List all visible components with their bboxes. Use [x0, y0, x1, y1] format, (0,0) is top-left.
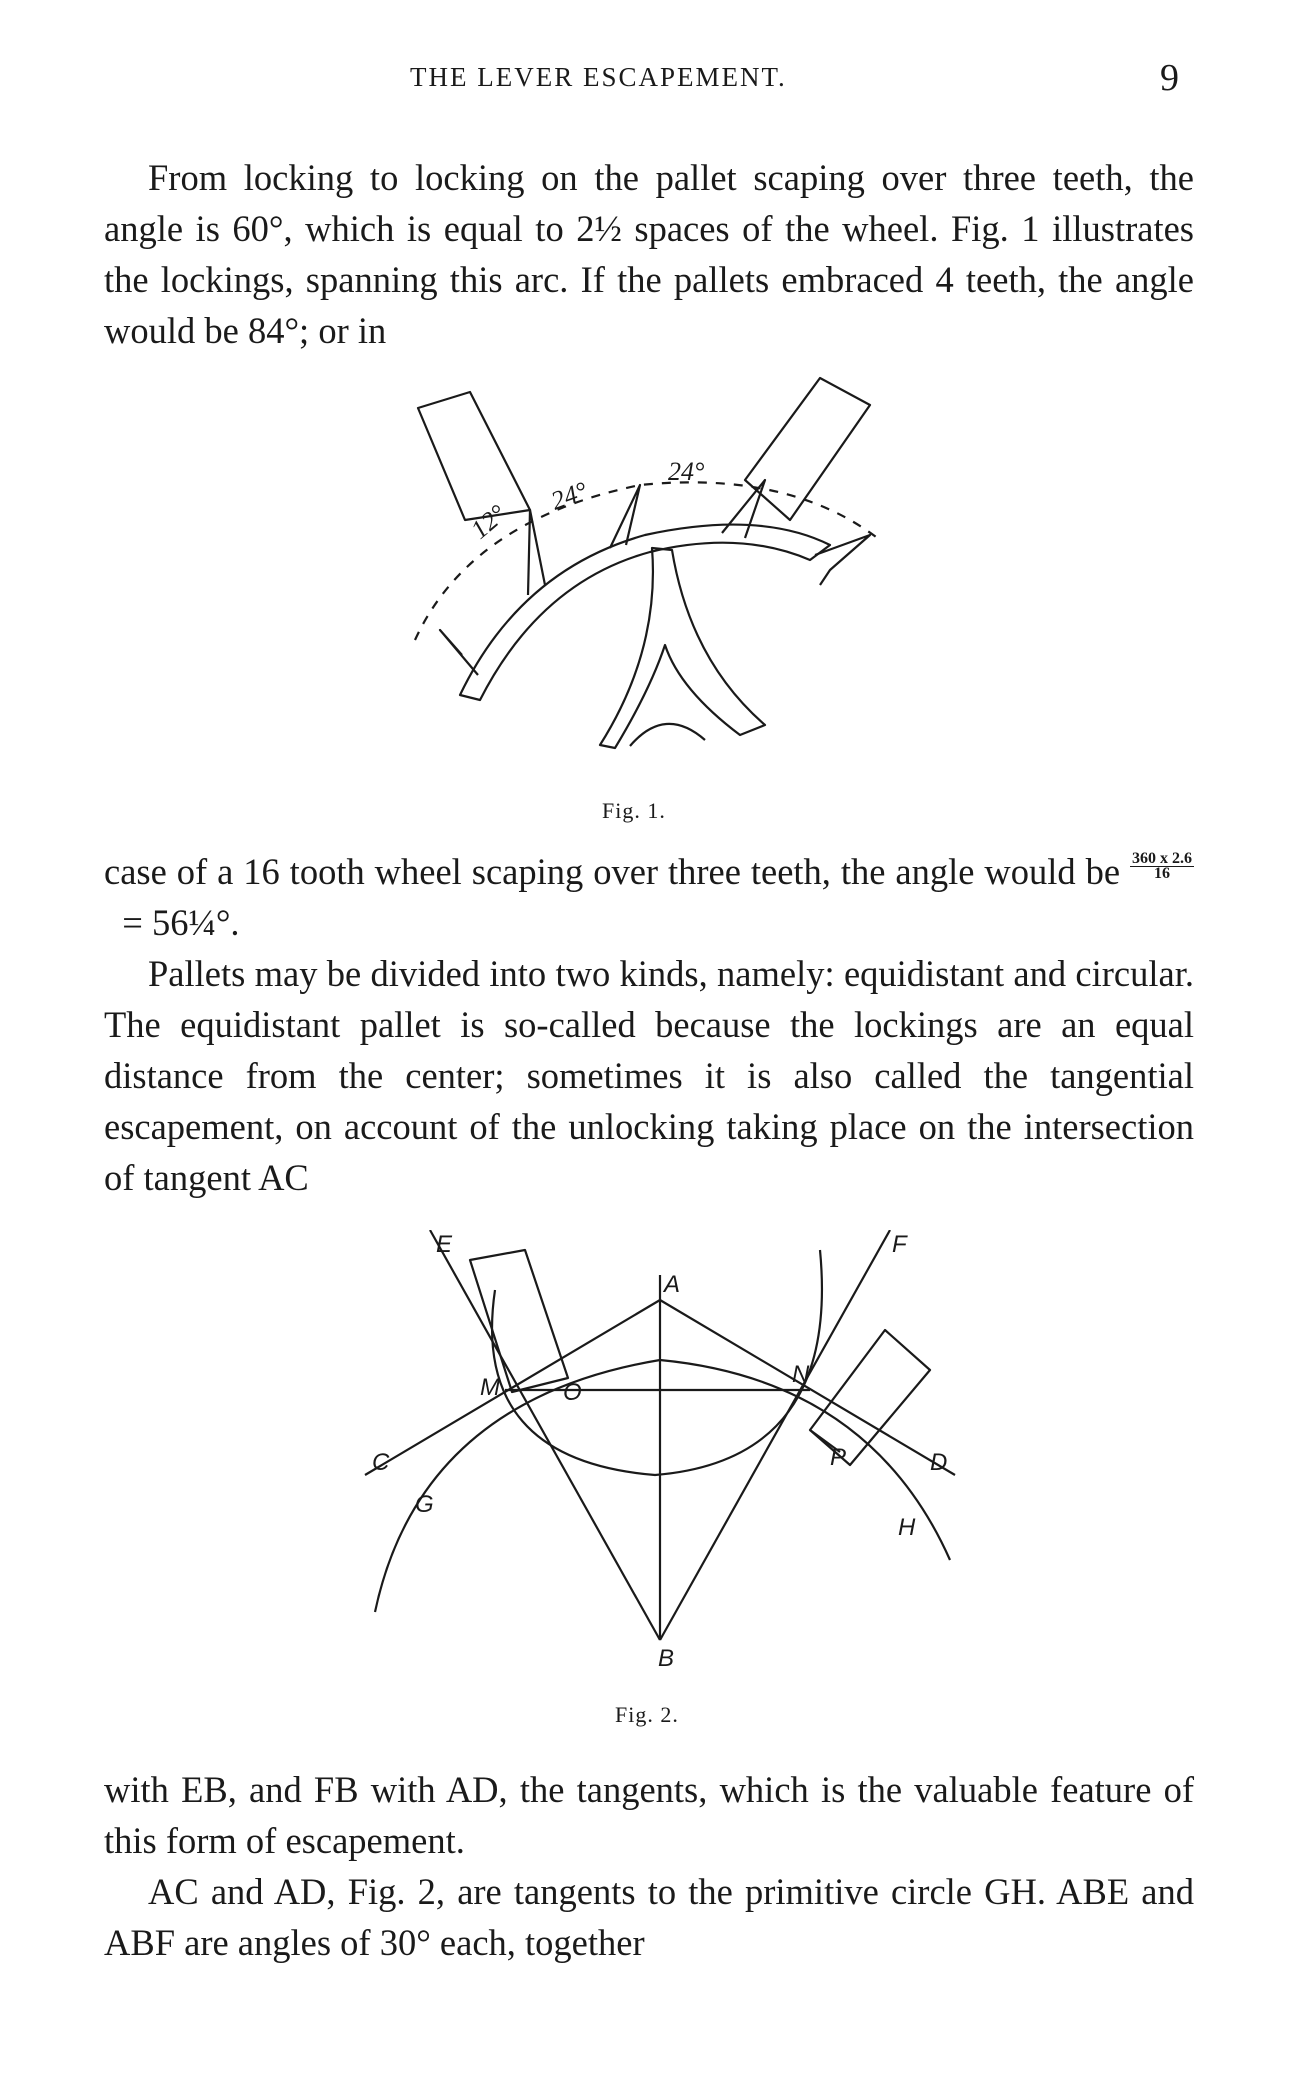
angle-label-12: 12° — [465, 498, 512, 545]
point-label-f: F — [892, 1231, 907, 1258]
right-pallet — [745, 378, 870, 520]
point-label-m: M — [480, 1374, 500, 1401]
point-label-c: C — [372, 1449, 390, 1476]
figure-2-drawing — [0, 1230, 1310, 1670]
paragraph-sixteen-tooth — [104, 846, 1194, 948]
page-number: 9 — [1160, 57, 1179, 99]
point-label-h: H — [898, 1514, 916, 1541]
fraction — [1130, 852, 1194, 881]
point-label-d: D — [930, 1449, 948, 1476]
point-label-o: O — [563, 1379, 582, 1406]
wheel-hub — [630, 724, 705, 746]
left-pallet — [418, 392, 530, 520]
paragraph-intro: From locking to locking on the pallet scaping over three teeth, the angle is 60°, which is equal to 2½ spaces of the wheel. Fig. 1 illustrates the lockings, spanning this arc. If the pallets embraced 4 teeth, the angle would be 84°; or in — [104, 157, 1194, 351]
running-title: THE LEVER ESCAPEMENT. — [410, 62, 787, 92]
sixteen-tooth-text: case of a 16 tooth wheel scaping over three teeth, the angle would be — [104, 851, 1121, 892]
angle-label-24-right: 24° — [668, 457, 705, 486]
line-eb — [430, 1230, 660, 1640]
figure-2-caption: Fig. 2. — [615, 1702, 679, 1727]
wheel-spoke — [600, 548, 765, 748]
fraction-result: = 56¼°. — [122, 902, 240, 943]
point-label-a: A — [664, 1271, 681, 1298]
figure-1-drawing — [0, 370, 1310, 790]
paragraph-tangents: with EB, and FB with AD, the tangents, which is the valuable feature of this form of escapement. — [104, 1769, 1194, 1861]
wheel-tooth — [722, 480, 765, 538]
figure-2 — [0, 1230, 1310, 1727]
point-label-p: P — [830, 1444, 847, 1471]
point-label-g: G — [415, 1491, 434, 1518]
point-label-n: N — [792, 1361, 810, 1388]
wheel-rim — [460, 525, 830, 700]
page-header — [0, 57, 1310, 102]
fraction-numerator: 360 x 2.6 — [1132, 850, 1192, 867]
point-label-b: B — [658, 1645, 675, 1670]
wheel-tooth — [528, 510, 545, 595]
angle-label-24-left: 24° — [547, 475, 592, 516]
primitive-circle-gh — [375, 1360, 950, 1612]
paragraph-pallet-kinds: Pallets may be divided into two kinds, namely: equidistant and circular. The equidistant pallet is so-called because the lockings are an equal distance from the center; sometimes it is also called the tangential escapement, on account of the unlocking taking place on the intersection of tangent AC — [104, 953, 1194, 1198]
tangent-ac — [365, 1300, 660, 1475]
fraction-denominator: 16 — [1154, 865, 1170, 882]
left-pallet — [470, 1250, 568, 1392]
figure-1-caption: Fig. 1. — [602, 798, 666, 823]
point-label-e: E — [436, 1231, 453, 1258]
line-fb — [660, 1230, 890, 1640]
paragraph-angles: AC and AD, Fig. 2, are tangents to the primitive circle GH. ABE and ABF are angles of 30° each, together — [104, 1871, 1194, 1963]
figure-1 — [0, 370, 1310, 823]
wheel-tooth — [440, 630, 478, 675]
